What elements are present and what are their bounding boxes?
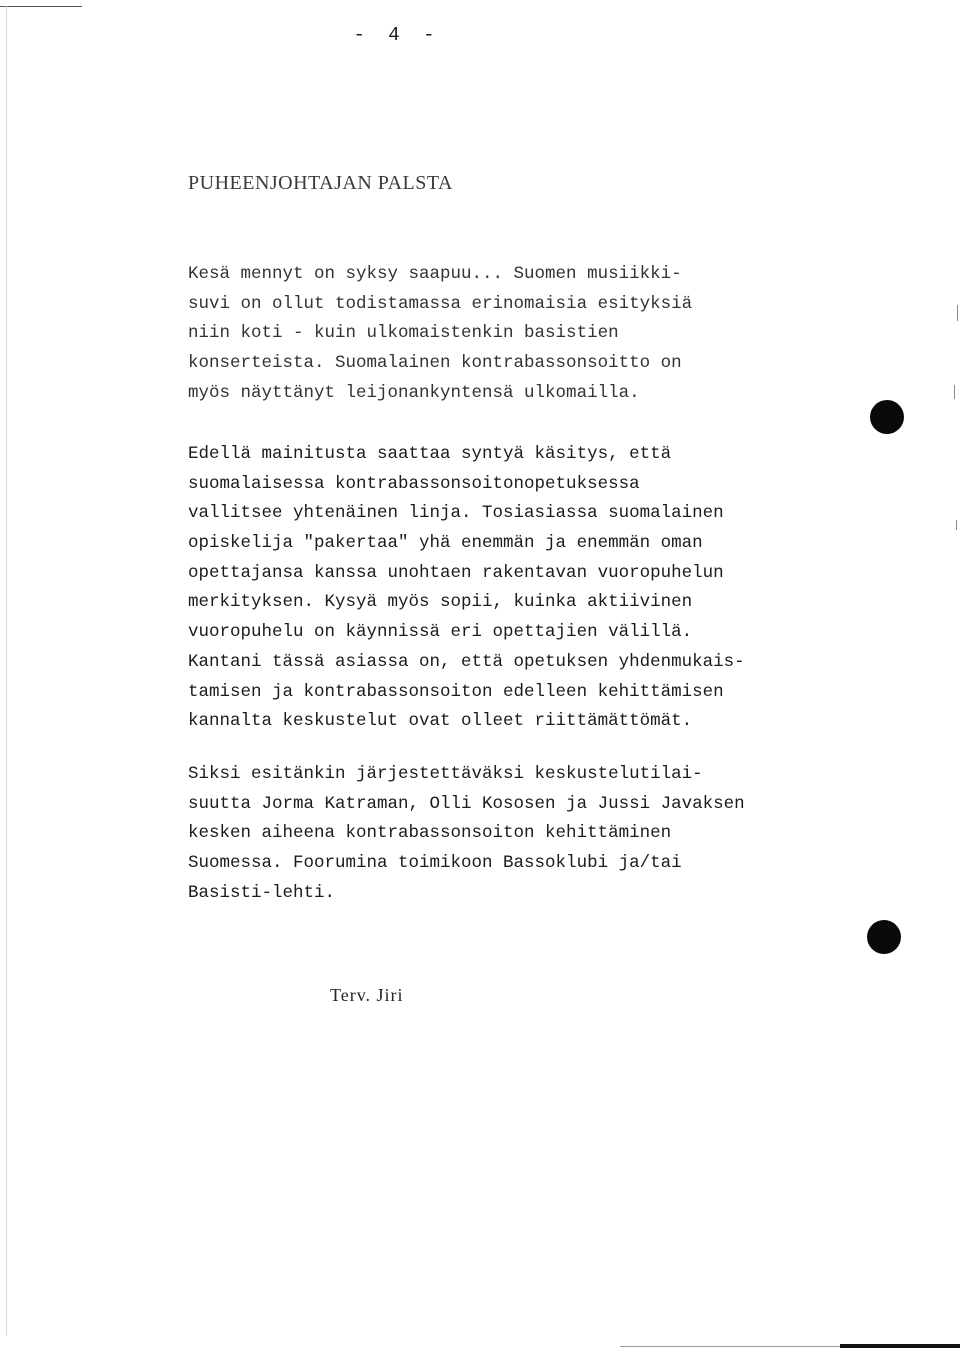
text-line: Siksi esitänkin järjestettäväksi keskustelutilai-: [188, 764, 703, 784]
text-line: tamisen ja kontrabassonsoiton edelleen kehittämisen: [188, 681, 724, 702]
text-line: Kesä mennyt on syksy saapuu... Suomen musiikki-: [188, 264, 682, 284]
text-line: niin koti - kuin ulkomaistenkin basistien: [188, 323, 619, 344]
text-line: suvi on ollut todistamassa erinomaisia esityksiä: [188, 293, 693, 314]
scan-edge-left: [6, 6, 7, 1336]
column-heading: PUHEENJOHTAJAN PALSTA: [188, 172, 453, 194]
text-line: opettajansa kanssa unohtaen rakentavan vuoropuhelun: [188, 562, 724, 583]
text-line: konserteista. Suomalainen kontrabassonsoitto on: [188, 353, 682, 374]
text-line: myös näyttänyt leijonankyntensä ulkomailla.: [188, 382, 640, 403]
text-line: merkityksen. Kysyä myös sopii, kuinka aktiivinen: [188, 592, 693, 613]
punch-hole-bottom: [867, 920, 901, 954]
margin-mark: [956, 520, 957, 530]
paragraph-1: [188, 260, 692, 408]
paragraph-3: [188, 760, 745, 908]
scan-edge-bottom: [840, 1344, 960, 1348]
text-line: Kantani tässä asiassa on, että opetuksen yhdenmukais-: [188, 651, 745, 672]
page-number: - 4 -: [353, 24, 441, 46]
margin-mark: [957, 305, 958, 321]
scan-edge-bottom-thin: [620, 1346, 840, 1347]
margin-mark: [954, 385, 955, 399]
scan-edge-top: [0, 6, 82, 7]
text-line: suutta Jorma Katraman, Olli Kososen ja Jussi Javaksen: [188, 793, 745, 814]
text-line: Edellä mainitusta saattaa syntyä käsitys, että: [188, 444, 672, 464]
text-line: opiskelija "pakertaa" yhä enemmän ja enemmän oman: [188, 533, 703, 554]
text-line: vallitsee yhtenäinen linja. Tosiasiassa suomalainen: [188, 503, 724, 524]
paragraph-2: [188, 440, 745, 737]
text-line: Suomessa. Foorumina toimikoon Bassoklubi ja/tai: [188, 853, 682, 874]
text-line: Basisti-lehti.: [188, 882, 336, 903]
punch-hole-top: [870, 400, 904, 434]
signature: Terv. Jiri: [330, 985, 404, 1005]
text-line: kannalta keskustelut ovat olleet riittämättömät.: [188, 711, 693, 732]
text-line: kesken aiheena kontrabassonsoiton kehittäminen: [188, 823, 672, 844]
text-line: vuoropuhelu on käynnissä eri opettajien välillä.: [188, 622, 693, 643]
text-line: suomalaisessa kontrabassonsoitonopetuksessa: [188, 473, 640, 494]
